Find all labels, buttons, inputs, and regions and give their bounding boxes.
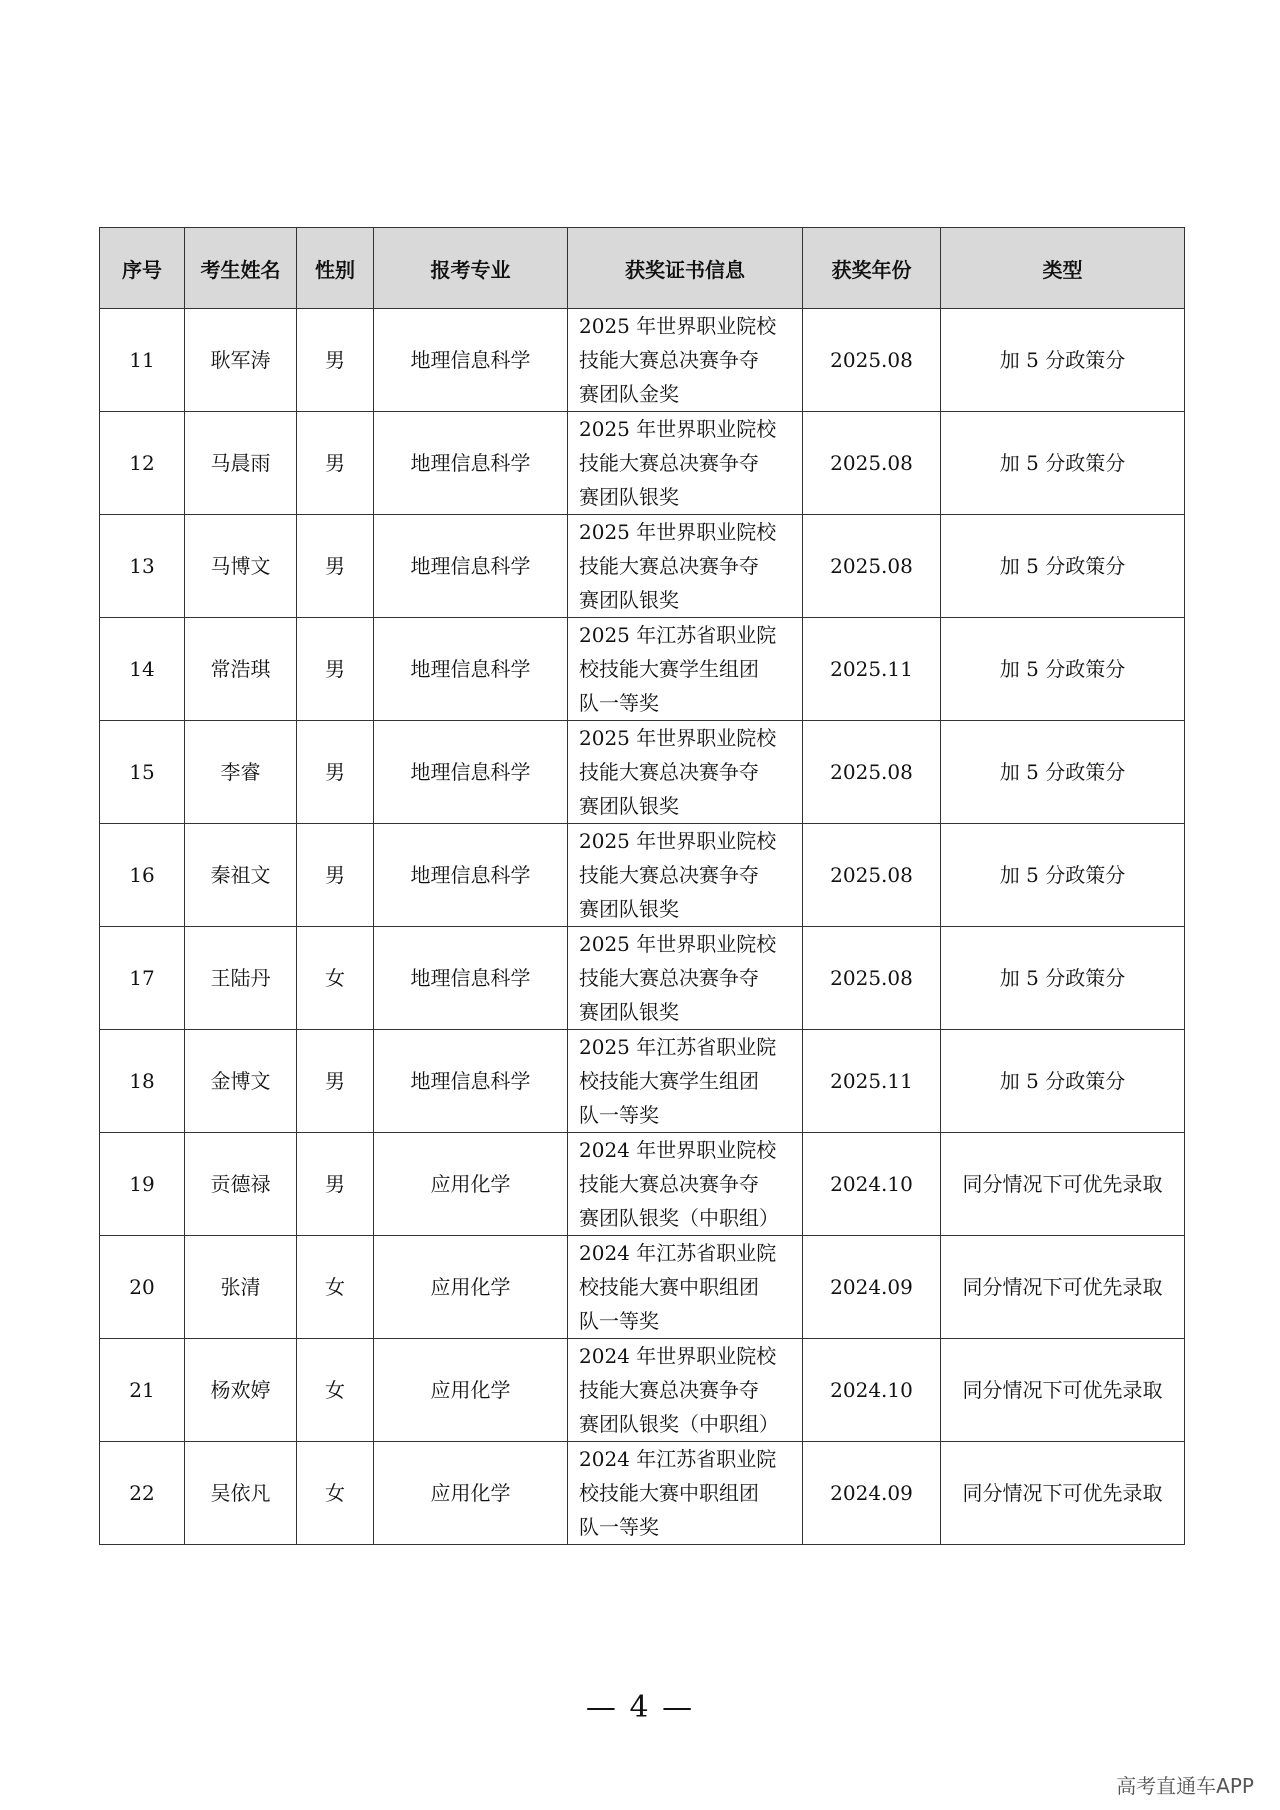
cell-cert: 2025 年世界职业院校 技能大赛总决赛争夺 赛团队银奖 [568, 721, 803, 824]
cell-cert: 2025 年世界职业院校 技能大赛总决赛争夺 赛团队银奖 [568, 824, 803, 927]
cell-no: 13 [100, 515, 185, 618]
cell-type: 加 5 分政策分 [941, 1030, 1185, 1133]
cell-major: 地理信息科学 [374, 1030, 568, 1133]
header-year: 获奖年份 [803, 228, 941, 309]
table-row [100, 721, 1185, 824]
award-table [99, 227, 1185, 1545]
cell-name: 马晨雨 [185, 412, 297, 515]
cell-no: 14 [100, 618, 185, 721]
table-row [100, 1442, 1185, 1545]
cell-major: 应用化学 [374, 1339, 568, 1442]
cell-year: 2025.08 [803, 927, 941, 1030]
cell-gender: 男 [297, 309, 374, 412]
cell-major: 地理信息科学 [374, 412, 568, 515]
cell-major: 应用化学 [374, 1236, 568, 1339]
cell-type: 同分情况下可优先录取 [941, 1442, 1185, 1545]
cell-gender: 男 [297, 721, 374, 824]
cell-year: 2024.09 [803, 1442, 941, 1545]
cell-type: 同分情况下可优先录取 [941, 1339, 1185, 1442]
cell-no: 15 [100, 721, 185, 824]
cell-name: 张清 [185, 1236, 297, 1339]
cell-major: 应用化学 [374, 1133, 568, 1236]
table-header-row [100, 228, 1185, 309]
cell-no: 12 [100, 412, 185, 515]
header-type: 类型 [941, 228, 1185, 309]
cell-cert: 2024 年世界职业院校 技能大赛总决赛争夺 赛团队银奖（中职组） [568, 1339, 803, 1442]
cell-name: 马博文 [185, 515, 297, 618]
cell-no: 11 [100, 309, 185, 412]
cell-year: 2025.11 [803, 1030, 941, 1133]
header-name: 考生姓名 [185, 228, 297, 309]
cell-year: 2025.08 [803, 515, 941, 618]
cell-type: 加 5 分政策分 [941, 412, 1185, 515]
table-row [100, 1339, 1185, 1442]
cell-name: 杨欢婷 [185, 1339, 297, 1442]
cell-no: 17 [100, 927, 185, 1030]
cell-name: 李睿 [185, 721, 297, 824]
table-row [100, 618, 1185, 721]
watermark: 高考直通车APP [1116, 1774, 1254, 1798]
cell-gender: 男 [297, 618, 374, 721]
cell-major: 地理信息科学 [374, 824, 568, 927]
cell-cert: 2024 年江苏省职业院 校技能大赛中职组团 队一等奖 [568, 1236, 803, 1339]
cell-gender: 女 [297, 1339, 374, 1442]
cell-no: 22 [100, 1442, 185, 1545]
cell-type: 同分情况下可优先录取 [941, 1133, 1185, 1236]
cell-cert: 2025 年世界职业院校 技能大赛总决赛争夺 赛团队金奖 [568, 309, 803, 412]
cell-name: 贡德禄 [185, 1133, 297, 1236]
cell-no: 19 [100, 1133, 185, 1236]
cell-name: 常浩琪 [185, 618, 297, 721]
cell-type: 加 5 分政策分 [941, 309, 1185, 412]
cell-name: 耿军涛 [185, 309, 297, 412]
cell-name: 秦祖文 [185, 824, 297, 927]
cell-type: 加 5 分政策分 [941, 515, 1185, 618]
cell-no: 20 [100, 1236, 185, 1339]
cell-major: 地理信息科学 [374, 515, 568, 618]
cell-year: 2024.10 [803, 1133, 941, 1236]
table-body [100, 309, 1185, 1545]
cell-year: 2025.08 [803, 824, 941, 927]
cell-type: 加 5 分政策分 [941, 927, 1185, 1030]
table-row [100, 927, 1185, 1030]
table-row [100, 1236, 1185, 1339]
cell-year: 2025.08 [803, 309, 941, 412]
table-row [100, 309, 1185, 412]
table-row [100, 515, 1185, 618]
cell-type: 加 5 分政策分 [941, 721, 1185, 824]
cell-gender: 男 [297, 515, 374, 618]
table-row [100, 1133, 1185, 1236]
cell-gender: 男 [297, 1133, 374, 1236]
cell-name: 吴依凡 [185, 1442, 297, 1545]
cell-gender: 男 [297, 824, 374, 927]
cell-year: 2025.08 [803, 721, 941, 824]
cell-major: 地理信息科学 [374, 927, 568, 1030]
cell-cert: 2025 年世界职业院校 技能大赛总决赛争夺 赛团队银奖 [568, 412, 803, 515]
page-number: — 4 — [585, 1690, 695, 1725]
cell-cert: 2025 年江苏省职业院 校技能大赛学生组团 队一等奖 [568, 1030, 803, 1133]
cell-year: 2024.09 [803, 1236, 941, 1339]
cell-cert: 2025 年世界职业院校 技能大赛总决赛争夺 赛团队银奖 [568, 927, 803, 1030]
cell-major: 应用化学 [374, 1442, 568, 1545]
header-cert: 获奖证书信息 [568, 228, 803, 309]
cell-major: 地理信息科学 [374, 618, 568, 721]
cell-cert: 2025 年世界职业院校 技能大赛总决赛争夺 赛团队银奖 [568, 515, 803, 618]
cell-year: 2025.11 [803, 618, 941, 721]
cell-year: 2024.10 [803, 1339, 941, 1442]
cell-gender: 女 [297, 1236, 374, 1339]
header-no: 序号 [100, 228, 185, 309]
cell-name: 金博文 [185, 1030, 297, 1133]
cell-major: 地理信息科学 [374, 721, 568, 824]
cell-major: 地理信息科学 [374, 309, 568, 412]
table-row [100, 412, 1185, 515]
cell-no: 18 [100, 1030, 185, 1133]
cell-no: 16 [100, 824, 185, 927]
cell-gender: 女 [297, 927, 374, 1030]
table-row [100, 824, 1185, 927]
cell-no: 21 [100, 1339, 185, 1442]
cell-cert: 2024 年世界职业院校 技能大赛总决赛争夺 赛团队银奖（中职组） [568, 1133, 803, 1236]
cell-type: 加 5 分政策分 [941, 618, 1185, 721]
header-major: 报考专业 [374, 228, 568, 309]
cell-cert: 2025 年江苏省职业院 校技能大赛学生组团 队一等奖 [568, 618, 803, 721]
cell-year: 2025.08 [803, 412, 941, 515]
header-gender: 性别 [297, 228, 374, 309]
cell-name: 王陆丹 [185, 927, 297, 1030]
cell-type: 加 5 分政策分 [941, 824, 1185, 927]
cell-gender: 女 [297, 1442, 374, 1545]
cell-type: 同分情况下可优先录取 [941, 1236, 1185, 1339]
cell-cert: 2024 年江苏省职业院 校技能大赛中职组团 队一等奖 [568, 1442, 803, 1545]
cell-gender: 男 [297, 412, 374, 515]
table-row [100, 1030, 1185, 1133]
cell-gender: 男 [297, 1030, 374, 1133]
